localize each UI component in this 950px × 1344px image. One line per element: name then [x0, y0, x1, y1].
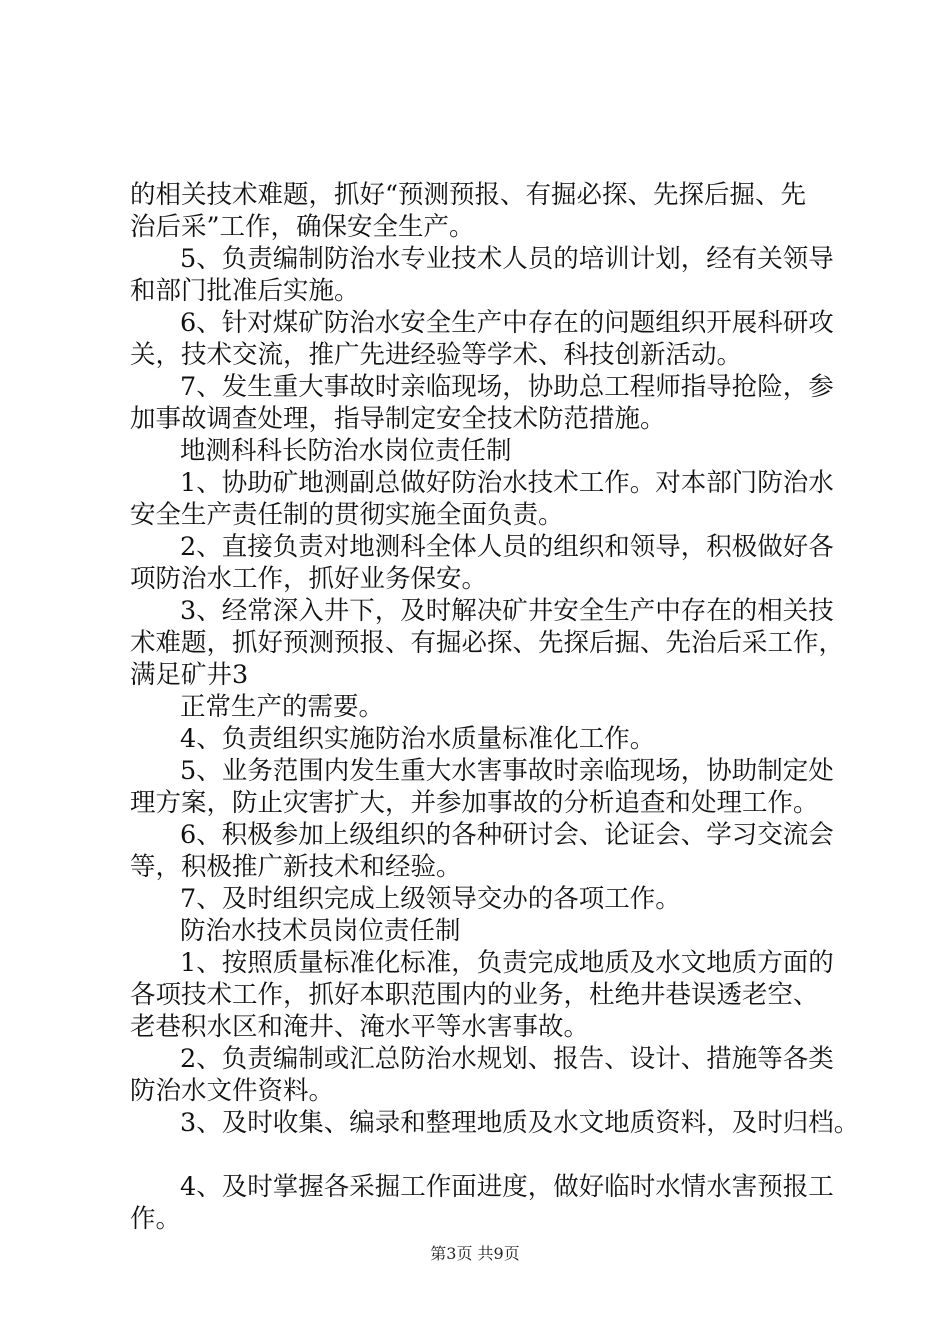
text-line: 的相关技术难题，抓好“预测预报、有掘必探、先探后掘、先: [130, 180, 807, 210]
text-line: 等，积极推广新技术和经验。: [130, 852, 462, 882]
text-line: 6、针对煤矿防治水安全生产中存在的问题组织开展科研攻: [180, 308, 834, 338]
text-line: 4、负责组织实施防治水质量标准化工作。: [180, 724, 656, 754]
text-line: 1、协助矿地测副总做好防治水技术工作。对本部门防治水: [180, 468, 834, 498]
text-line: 2、直接负责对地测科全体人员的组织和领导，积极做好各: [180, 532, 834, 562]
text-line: 各项技术工作，抓好本职范围内的业务，杜绝井巷误透老空、: [130, 980, 819, 1010]
text-line: 作。: [130, 1204, 182, 1234]
text-line: 加事故调查处理，指导制定安全技术防范措施。: [130, 404, 666, 434]
text-line: 7、及时组织完成上级领导交办的各项工作。: [180, 884, 681, 914]
text-line: 和部门批准后实施。: [130, 276, 360, 306]
text-line: 5、业务范围内发生重大水害事故时亲临现场，协助制定处: [180, 756, 834, 786]
text-line: 关，技术交流，推广先进经验等学术、科技创新活动。: [130, 340, 743, 370]
text-line: 6、积极参加上级组织的各种研讨会、论证会、学习交流会: [180, 820, 834, 850]
text-line: 理方案，防止灾害扩大，并参加事故的分析追查和处理工作。: [130, 788, 819, 818]
text-line: 1、按照质量标准化标准，负责完成地质及水文地质方面的: [180, 948, 834, 978]
text-line: 老巷积水区和淹井、淹水平等水害事故。: [130, 1012, 590, 1042]
section-heading: 防治水技术员岗位责任制: [180, 916, 461, 946]
section-heading: 地测科科长防治水岗位责任制: [180, 436, 512, 466]
text-line: 2、负责编制或汇总防治水规划、报告、设计、措施等各类: [180, 1044, 834, 1074]
text-line: 7、发生重大事故时亲临现场，协助总工程师指导抢险，参: [180, 372, 834, 402]
text-line: 防治水文件资料。: [130, 1076, 335, 1106]
text-line: 项防治水工作，抓好业务保安。: [130, 564, 488, 594]
text-line: 3、经常深入井下，及时解决矿井安全生产中存在的相关技: [180, 596, 834, 626]
text-line: 安全生产责任制的贯彻实施全面负责。: [130, 500, 564, 530]
text-line: 3、及时收集、编录和整理地质及水文地质资料，及时归档。: [180, 1108, 860, 1138]
text-line: 满足矿井3: [130, 660, 249, 690]
text-line: 4、及时掌握各采掘工作面进度，做好临时水情水害预报工: [180, 1172, 834, 1202]
text-line: 治后采”工作，确保安全生产。: [130, 212, 475, 242]
text-line: 正常生产的需要。: [180, 692, 385, 722]
text-line: 术难题，抓好预测预报、有掘必探、先探后掘、先治后采工作，: [130, 628, 845, 658]
text-line: 5、负责编制防治水专业技术人员的培训计划，经有关领导: [180, 244, 834, 274]
page-footer: 第3页 共9页: [430, 1244, 520, 1263]
